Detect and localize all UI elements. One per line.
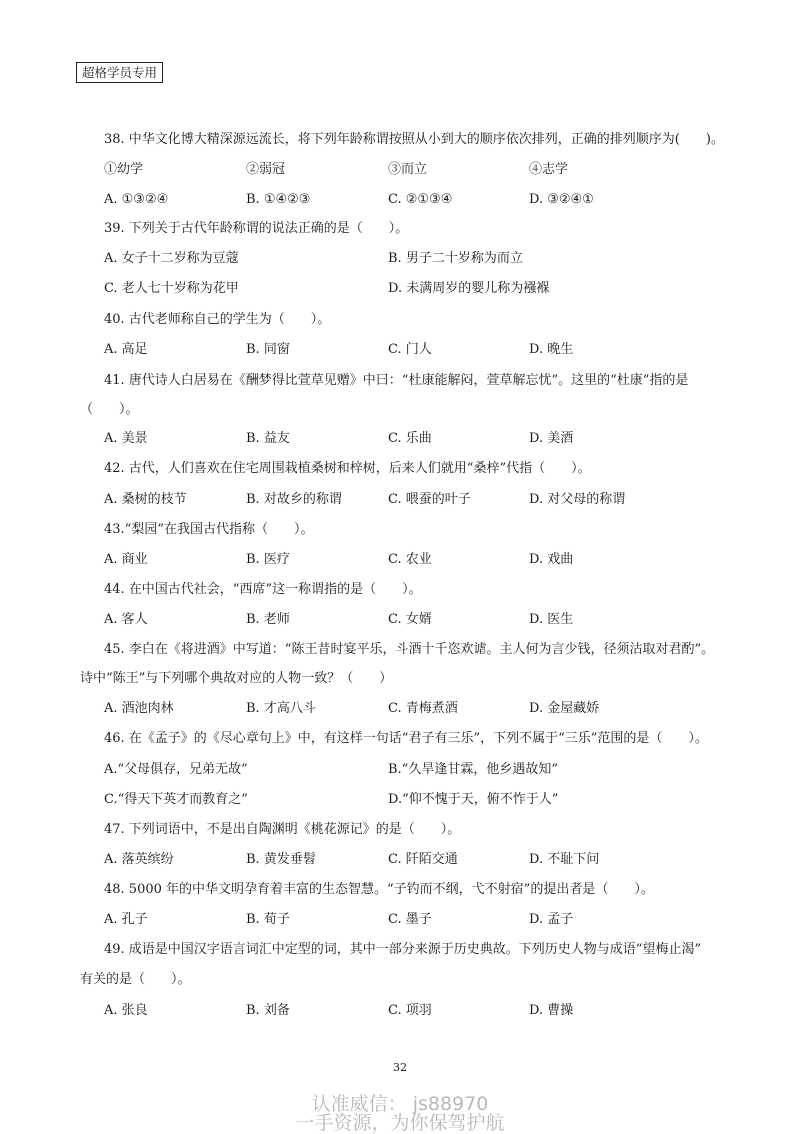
question-43-option-d: D. 戏曲 bbox=[529, 552, 574, 567]
question-45-stem-cont: 诗中“陈王”与下列哪个典故对应的人物一致？（ ） bbox=[80, 671, 393, 686]
question-48-option-c: C. 墨子 bbox=[388, 912, 432, 927]
question-42-stem: 42. 古代，人们喜欢在住宅周围栽植桑树和梓树，后来人们就用“桑梓”代指（ ）。 bbox=[104, 461, 591, 476]
question-41-option-d: D. 美酒 bbox=[529, 431, 574, 446]
question-40-stem: 40. 古代老师称自己的学生为（ ）。 bbox=[104, 312, 331, 327]
question-46-option-b: B.“久旱逢甘霖，他乡遇故知” bbox=[388, 762, 558, 777]
question-41-option-a: A. 美景 bbox=[104, 431, 148, 446]
question-47-option-c: C. 阡陌交通 bbox=[388, 852, 458, 867]
question-42-option-a: A. 桑树的枝节 bbox=[104, 492, 187, 507]
question-40-option-d: D. 晚生 bbox=[529, 342, 574, 357]
question-45-option-d: D. 金屋藏娇 bbox=[529, 701, 600, 716]
question-38-item-3: ③而立 bbox=[388, 162, 428, 177]
question-47-option-a: A. 落英缤纷 bbox=[104, 852, 174, 867]
question-47-option-b: B. 黄发垂髫 bbox=[246, 852, 316, 867]
question-39-option-c: C. 老人七十岁称为花甲 bbox=[104, 281, 239, 296]
question-44-option-c: C. 女婿 bbox=[388, 612, 432, 627]
question-49-option-c: C. 项羽 bbox=[388, 1003, 432, 1018]
question-47-option-d: D. 不耻下问 bbox=[529, 852, 600, 867]
question-43-stem: 43.“梨园”在我国古代指称（ ）。 bbox=[104, 522, 314, 537]
question-49-option-d: D. 曹操 bbox=[529, 1003, 574, 1018]
header-tag: 超格学员专用 bbox=[76, 62, 163, 83]
question-39-option-d: D. 未满周岁的婴儿称为襁褓 bbox=[388, 281, 550, 296]
question-38-item-1: ①幼学 bbox=[104, 162, 144, 177]
question-42-option-b: B. 对故乡的称谓 bbox=[246, 492, 342, 507]
question-49-stem: 49. 成语是中国汉字语言词汇中定型的词，其中一部分来源于历史典故。下列历史人物与成语“望梅止渴” bbox=[104, 942, 702, 957]
question-48-option-b: B. 荀子 bbox=[246, 912, 290, 927]
question-46-option-d: D.“仰不愧于天，俯不怍于人” bbox=[388, 792, 559, 807]
question-42-option-d: D. 对父母的称谓 bbox=[529, 492, 626, 507]
question-39-stem: 39. 下列关于古代年龄称谓的说法正确的是（ ）。 bbox=[104, 221, 409, 236]
question-44-option-a: A. 客人 bbox=[104, 612, 148, 627]
question-41-option-c: C. 乐曲 bbox=[388, 431, 432, 446]
question-48-option-d: D. 孟子 bbox=[529, 912, 574, 927]
question-40-option-c: C. 门人 bbox=[388, 342, 432, 357]
question-41-stem-cont: （ ）。 bbox=[80, 402, 139, 417]
question-49-option-a: A. 张良 bbox=[104, 1003, 148, 1018]
page-number: 32 bbox=[393, 1061, 407, 1074]
question-41-option-b: B. 益友 bbox=[246, 431, 290, 446]
question-49-stem-cont: 有关的是（ ）。 bbox=[80, 972, 191, 987]
question-46-stem: 46. 在《孟子》的《尽心章句上》中，有这样一句话“君子有三乐”，下列不属于“三乐”范围的是（ ）。 bbox=[104, 731, 708, 746]
question-45-option-a: A. 酒池肉林 bbox=[104, 701, 174, 716]
question-44-option-b: B. 老师 bbox=[246, 612, 290, 627]
question-45-option-b: B. 才高八斗 bbox=[246, 701, 316, 716]
question-38-item-4: ④志学 bbox=[529, 162, 569, 177]
question-48-stem: 48. 5000 年的中华文明孕育着丰富的生态智慧。“子钓而不纲，弋不射宿”的提出者是（ ）。 bbox=[104, 882, 654, 897]
question-42-option-c: C. 喂蚕的叶子 bbox=[388, 492, 471, 507]
question-40-option-b: B. 同窗 bbox=[246, 342, 290, 357]
question-48-option-a: A. 孔子 bbox=[104, 912, 148, 927]
question-40-option-a: A. 高足 bbox=[104, 342, 148, 357]
question-46-option-c: C.“得天下英才而教育之” bbox=[104, 792, 248, 807]
watermark-line-2: 一手资源，为你保驾护航 bbox=[295, 1112, 505, 1134]
question-43-option-a: A. 商业 bbox=[104, 552, 148, 567]
question-44-option-d: D. 医生 bbox=[529, 612, 574, 627]
question-43-option-b: B. 医疗 bbox=[246, 552, 290, 567]
question-38-stem: 38. 中华文化博大精深源远流长，将下列年龄称谓按照从小到大的顺序依次排列，正确的排列顺序为( )。 bbox=[104, 132, 724, 147]
question-38-option-a: A. ①③②④ bbox=[104, 192, 169, 207]
question-39-option-a: A. 女子十二岁称为豆蔻 bbox=[104, 251, 239, 266]
question-38-item-2: ②弱冠 bbox=[246, 162, 286, 177]
question-45-option-c: C. 青梅煮酒 bbox=[388, 701, 458, 716]
question-49-option-b: B. 刘备 bbox=[246, 1003, 290, 1018]
question-38-option-b: B. ①④②③ bbox=[246, 192, 311, 207]
question-47-stem: 47. 下列词语中，不是出自陶渊明《桃花源记》的是（ ）。 bbox=[104, 822, 461, 837]
question-39-option-b: B. 男子二十岁称为而立 bbox=[388, 251, 523, 266]
watermark-line-1: 认准威信： js88970 bbox=[311, 1093, 489, 1115]
question-38-option-d: D. ③②④① bbox=[529, 192, 594, 207]
question-41-stem: 41. 唐代诗人白居易在《酬梦得比萱草见赠》中曰：“杜康能解闷，萱草解忘忧”。这里的“杜康”指的是 bbox=[104, 373, 689, 388]
question-38-option-c: C. ②①③④ bbox=[388, 192, 453, 207]
question-45-stem: 45. 李白在《将进酒》中写道：“陈王昔时宴平乐，斗酒十千恣欢谑。主人何为言少钱，径须沽取对君酌”。 bbox=[104, 642, 715, 657]
question-44-stem: 44. 在中国古代社会，“西席”这一称谓指的是（ ）。 bbox=[104, 582, 422, 597]
question-46-option-a: A.“父母俱存，兄弟无故” bbox=[104, 762, 248, 777]
question-43-option-c: C. 农业 bbox=[388, 552, 432, 567]
